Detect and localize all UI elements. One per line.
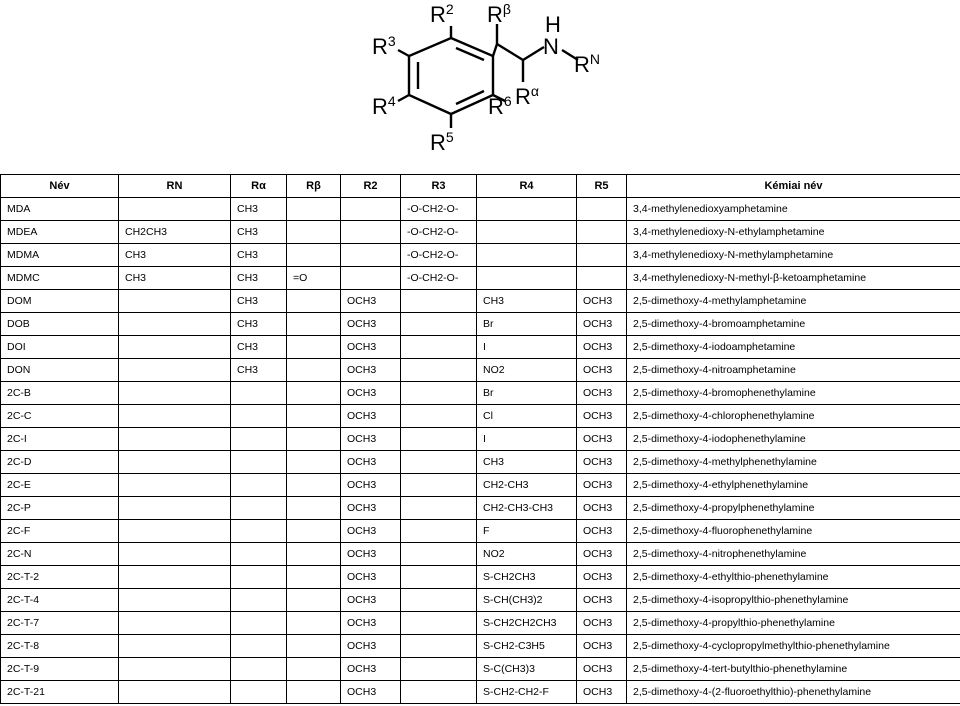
cell-r2: OCH3 — [341, 474, 401, 497]
cell-rbeta — [287, 382, 341, 405]
cell-r2: OCH3 — [341, 382, 401, 405]
cell-r5: OCH3 — [577, 359, 627, 382]
cell-r3: -O-CH2-O- — [401, 198, 477, 221]
cell-chemical-name: 2,5-dimethoxy-4-chlorophenethylamine — [627, 405, 960, 428]
cell-ralpha — [231, 612, 287, 635]
cell-chemical-name: 2,5-dimethoxy-4-bromophenethylamine — [627, 382, 960, 405]
cell-rn — [119, 612, 231, 635]
cell-r5: OCH3 — [577, 451, 627, 474]
cell-rn — [119, 313, 231, 336]
cell-name: DOM — [1, 290, 119, 313]
r3-label: $R^3$ — [372, 33, 396, 59]
cell-r3 — [401, 520, 477, 543]
cell-r3 — [401, 359, 477, 382]
cell-rn — [119, 635, 231, 658]
cell-rn — [119, 405, 231, 428]
cell-r4: Br — [477, 313, 577, 336]
table-row — [1, 566, 960, 589]
table-body — [1, 198, 960, 704]
cell-r3: -O-CH2-O- — [401, 267, 477, 290]
cell-rn — [119, 497, 231, 520]
cell-rn — [119, 589, 231, 612]
cell-r2 — [341, 221, 401, 244]
cell-name: 2C-N — [1, 543, 119, 566]
cell-name: 2C-T-4 — [1, 589, 119, 612]
cell-r3 — [401, 658, 477, 681]
cell-rn — [119, 290, 231, 313]
cell-ralpha — [231, 405, 287, 428]
cell-r4 — [477, 198, 577, 221]
rbeta-label: $R^\beta$ — [487, 1, 511, 27]
cell-ralpha — [231, 681, 287, 704]
cell-rn: CH3 — [119, 244, 231, 267]
cell-rbeta — [287, 313, 341, 336]
header-rn: RN — [119, 175, 231, 198]
cell-r5: OCH3 — [577, 681, 627, 704]
cell-r2: OCH3 — [341, 520, 401, 543]
cell-r3 — [401, 313, 477, 336]
header-kemiai-nev: Kémiai név — [627, 175, 960, 198]
cell-ralpha — [231, 474, 287, 497]
cell-rbeta — [287, 612, 341, 635]
cell-rn — [119, 520, 231, 543]
cell-rbeta — [287, 451, 341, 474]
cell-r5 — [577, 244, 627, 267]
rn-label: $R^N$ — [574, 51, 601, 77]
cell-rbeta — [287, 566, 341, 589]
header-r4: R4 — [477, 175, 577, 198]
cell-r5: OCH3 — [577, 658, 627, 681]
cell-name: 2C-B — [1, 382, 119, 405]
cell-r3 — [401, 336, 477, 359]
cell-rn — [119, 428, 231, 451]
cell-r2: OCH3 — [341, 589, 401, 612]
cell-ralpha — [231, 382, 287, 405]
cell-r2: OCH3 — [341, 612, 401, 635]
n-label: N — [543, 34, 559, 59]
cell-rn — [119, 359, 231, 382]
cell-r4: Br — [477, 382, 577, 405]
table-row — [1, 359, 960, 382]
table-row — [1, 221, 960, 244]
cell-chemical-name: 2,5-dimethoxy-4-fluorophenethylamine — [627, 520, 960, 543]
cell-r4: F — [477, 520, 577, 543]
cell-r3 — [401, 474, 477, 497]
table-row — [1, 336, 960, 359]
cell-r5: OCH3 — [577, 428, 627, 451]
cell-name: 2C-C — [1, 405, 119, 428]
cell-rn: CH2CH3 — [119, 221, 231, 244]
cell-name: 2C-D — [1, 451, 119, 474]
cell-rbeta — [287, 497, 341, 520]
table-row — [1, 382, 960, 405]
cell-rbeta — [287, 474, 341, 497]
cell-ralpha — [231, 428, 287, 451]
cell-r4: CH2-CH3 — [477, 474, 577, 497]
cell-chemical-name: 3,4-methylenedioxy-N-ethylamphetamine — [627, 221, 960, 244]
cell-rbeta — [287, 198, 341, 221]
cell-rbeta — [287, 221, 341, 244]
cell-ralpha — [231, 658, 287, 681]
cell-r4: I — [477, 336, 577, 359]
cell-name: 2C-E — [1, 474, 119, 497]
cell-r3 — [401, 497, 477, 520]
header-r3: R3 — [401, 175, 477, 198]
cell-rbeta: =O — [287, 267, 341, 290]
table-row — [1, 267, 960, 290]
cell-r4: S-CH(CH3)2 — [477, 589, 577, 612]
cell-r2: OCH3 — [341, 359, 401, 382]
cell-chemical-name: 2,5-dimethoxy-4-methylamphetamine — [627, 290, 960, 313]
cell-r2: OCH3 — [341, 336, 401, 359]
benzene-ring — [409, 38, 493, 114]
cell-r2: OCH3 — [341, 497, 401, 520]
cell-r3 — [401, 566, 477, 589]
table-row — [1, 658, 960, 681]
cell-rbeta — [287, 658, 341, 681]
chemical-structure-diagram — [0, 0, 960, 172]
cell-ralpha: CH3 — [231, 267, 287, 290]
cell-r3 — [401, 428, 477, 451]
r2-label: $R^2$ — [430, 1, 454, 27]
r4-label: $R^4$ — [372, 93, 396, 119]
cell-rn — [119, 658, 231, 681]
cell-r5: OCH3 — [577, 336, 627, 359]
cell-r5 — [577, 221, 627, 244]
cell-r4 — [477, 244, 577, 267]
cell-r3 — [401, 405, 477, 428]
cell-name: DOI — [1, 336, 119, 359]
cell-rn — [119, 382, 231, 405]
cell-r2 — [341, 198, 401, 221]
cell-rbeta — [287, 405, 341, 428]
cell-rbeta — [287, 244, 341, 267]
cell-r4: S-C(CH3)3 — [477, 658, 577, 681]
cell-ralpha — [231, 520, 287, 543]
cell-rbeta — [287, 543, 341, 566]
cell-r4: NO2 — [477, 543, 577, 566]
cell-ralpha — [231, 635, 287, 658]
h-label: H — [545, 12, 561, 37]
cell-r2: OCH3 — [341, 290, 401, 313]
cell-r4 — [477, 221, 577, 244]
cell-r2 — [341, 267, 401, 290]
cell-rbeta — [287, 359, 341, 382]
ralpha-label: $R^\alpha$ — [515, 83, 539, 109]
cell-name: 2C-T-9 — [1, 658, 119, 681]
cell-name: 2C-T-21 — [1, 681, 119, 704]
cell-chemical-name: 2,5-dimethoxy-4-bromoamphetamine — [627, 313, 960, 336]
cell-ralpha: CH3 — [231, 290, 287, 313]
cell-r4: Cl — [477, 405, 577, 428]
cell-chemical-name: 3,4-methylenedioxy-N-methyl-β-ketoamphetamine — [627, 267, 960, 290]
cell-name: 2C-P — [1, 497, 119, 520]
table-row — [1, 313, 960, 336]
cell-chemical-name: 2,5-dimethoxy-4-propylphenethylamine — [627, 497, 960, 520]
table-row — [1, 681, 960, 704]
cell-name: MDEA — [1, 221, 119, 244]
cell-r5 — [577, 267, 627, 290]
cell-rbeta — [287, 290, 341, 313]
table-row — [1, 474, 960, 497]
cell-r4: S-CH2CH3 — [477, 566, 577, 589]
cell-r2: OCH3 — [341, 635, 401, 658]
cell-r5: OCH3 — [577, 566, 627, 589]
cell-r3 — [401, 290, 477, 313]
table-row — [1, 244, 960, 267]
header-nev: Név — [1, 175, 119, 198]
table-row — [1, 589, 960, 612]
cell-r3 — [401, 589, 477, 612]
cell-ralpha: CH3 — [231, 313, 287, 336]
cell-ralpha: CH3 — [231, 221, 287, 244]
cell-r5: OCH3 — [577, 313, 627, 336]
cell-ralpha: CH3 — [231, 359, 287, 382]
cell-ralpha — [231, 543, 287, 566]
cell-rn — [119, 336, 231, 359]
cell-name: 2C-I — [1, 428, 119, 451]
cell-ralpha: CH3 — [231, 198, 287, 221]
cell-r4: CH3 — [477, 451, 577, 474]
cell-rn — [119, 543, 231, 566]
cell-r2: OCH3 — [341, 566, 401, 589]
cell-name: DON — [1, 359, 119, 382]
header-r5: R5 — [577, 175, 627, 198]
header-row — [1, 175, 960, 198]
cell-r3: -O-CH2-O- — [401, 244, 477, 267]
cell-name: MDMA — [1, 244, 119, 267]
table-row — [1, 543, 960, 566]
table-row — [1, 290, 960, 313]
cell-rbeta — [287, 428, 341, 451]
cell-chemical-name: 2,5-dimethoxy-4-cyclopropylmethylthio-phenethylamine — [627, 635, 960, 658]
cell-ralpha — [231, 451, 287, 474]
cell-r2 — [341, 244, 401, 267]
table-row — [1, 428, 960, 451]
substituent-table — [0, 174, 960, 704]
cell-rbeta — [287, 520, 341, 543]
cell-rbeta — [287, 336, 341, 359]
cell-chemical-name: 2,5-dimethoxy-4-(2-fluoroethylthio)-phenethylamine — [627, 681, 960, 704]
cell-rn — [119, 198, 231, 221]
cell-name: 2C-T-8 — [1, 635, 119, 658]
cell-chemical-name: 2,5-dimethoxy-4-ethylthio-phenethylamine — [627, 566, 960, 589]
cell-name: MDA — [1, 198, 119, 221]
table-row — [1, 612, 960, 635]
cell-r2: OCH3 — [341, 313, 401, 336]
cell-chemical-name: 2,5-dimethoxy-4-iodophenethylamine — [627, 428, 960, 451]
cell-r5: OCH3 — [577, 497, 627, 520]
cell-chemical-name: 2,5-dimethoxy-4-iodoamphetamine — [627, 336, 960, 359]
r5-label: $R^5$ — [430, 129, 454, 155]
cell-r4 — [477, 267, 577, 290]
cell-rn — [119, 451, 231, 474]
cell-rbeta — [287, 589, 341, 612]
cell-r2: OCH3 — [341, 543, 401, 566]
cell-r4: I — [477, 428, 577, 451]
cell-chemical-name: 3,4-methylenedioxyamphetamine — [627, 198, 960, 221]
cell-rbeta — [287, 681, 341, 704]
cell-r2: OCH3 — [341, 658, 401, 681]
header-ralpha: Rα — [231, 175, 287, 198]
cell-r5: OCH3 — [577, 520, 627, 543]
cell-chemical-name: 2,5-dimethoxy-4-propylthio-phenethylamine — [627, 612, 960, 635]
cell-chemical-name: 2,5-dimethoxy-4-nitroamphetamine — [627, 359, 960, 382]
table-row — [1, 405, 960, 428]
cell-chemical-name: 2,5-dimethoxy-4-nitrophenethylamine — [627, 543, 960, 566]
cell-r3 — [401, 543, 477, 566]
cell-rn — [119, 474, 231, 497]
cell-r5: OCH3 — [577, 589, 627, 612]
cell-chemical-name: 3,4-methylenedioxy-N-methylamphetamine — [627, 244, 960, 267]
cell-r2: OCH3 — [341, 405, 401, 428]
r6-label: $R^6$ — [488, 93, 512, 119]
header-r2: R2 — [341, 175, 401, 198]
cell-name: DOB — [1, 313, 119, 336]
cell-r5: OCH3 — [577, 543, 627, 566]
cell-ralpha: CH3 — [231, 336, 287, 359]
cell-r5: OCH3 — [577, 635, 627, 658]
cell-ralpha — [231, 589, 287, 612]
cell-r2: OCH3 — [341, 681, 401, 704]
cell-r3 — [401, 382, 477, 405]
header-rbeta: Rβ — [287, 175, 341, 198]
table-row — [1, 198, 960, 221]
cell-ralpha: CH3 — [231, 244, 287, 267]
table-row — [1, 451, 960, 474]
cell-name: 2C-T-2 — [1, 566, 119, 589]
cell-r5: OCH3 — [577, 612, 627, 635]
cell-chemical-name: 2,5-dimethoxy-4-tert-butylthio-phenethylamine — [627, 658, 960, 681]
cell-r3 — [401, 635, 477, 658]
cell-rn — [119, 566, 231, 589]
cell-name: 2C-T-7 — [1, 612, 119, 635]
cell-name: MDMC — [1, 267, 119, 290]
cell-r4: S-CH2-C3H5 — [477, 635, 577, 658]
cell-ralpha — [231, 566, 287, 589]
cell-r5 — [577, 198, 627, 221]
cell-name: 2C-F — [1, 520, 119, 543]
cell-r4: NO2 — [477, 359, 577, 382]
cell-ralpha — [231, 497, 287, 520]
table-row — [1, 520, 960, 543]
cell-r5: OCH3 — [577, 405, 627, 428]
cell-r3: -O-CH2-O- — [401, 221, 477, 244]
cell-r2: OCH3 — [341, 451, 401, 474]
cell-chemical-name: 2,5-dimethoxy-4-isopropylthio-phenethylamine — [627, 589, 960, 612]
cell-r5: OCH3 — [577, 474, 627, 497]
cell-r3 — [401, 681, 477, 704]
cell-r4: S-CH2-CH2-F — [477, 681, 577, 704]
table-row — [1, 635, 960, 658]
cell-chemical-name: 2,5-dimethoxy-4-methylphenethylamine — [627, 451, 960, 474]
cell-rn — [119, 681, 231, 704]
cell-r5: OCH3 — [577, 290, 627, 313]
cell-r3 — [401, 451, 477, 474]
cell-r2: OCH3 — [341, 428, 401, 451]
cell-chemical-name: 2,5-dimethoxy-4-ethylphenethylamine — [627, 474, 960, 497]
table-row — [1, 497, 960, 520]
cell-rn: CH3 — [119, 267, 231, 290]
cell-rbeta — [287, 635, 341, 658]
cell-r4: S-CH2CH2CH3 — [477, 612, 577, 635]
cell-r3 — [401, 612, 477, 635]
cell-r4: CH2-CH3-CH3 — [477, 497, 577, 520]
cell-r5: OCH3 — [577, 382, 627, 405]
cell-r4: CH3 — [477, 290, 577, 313]
